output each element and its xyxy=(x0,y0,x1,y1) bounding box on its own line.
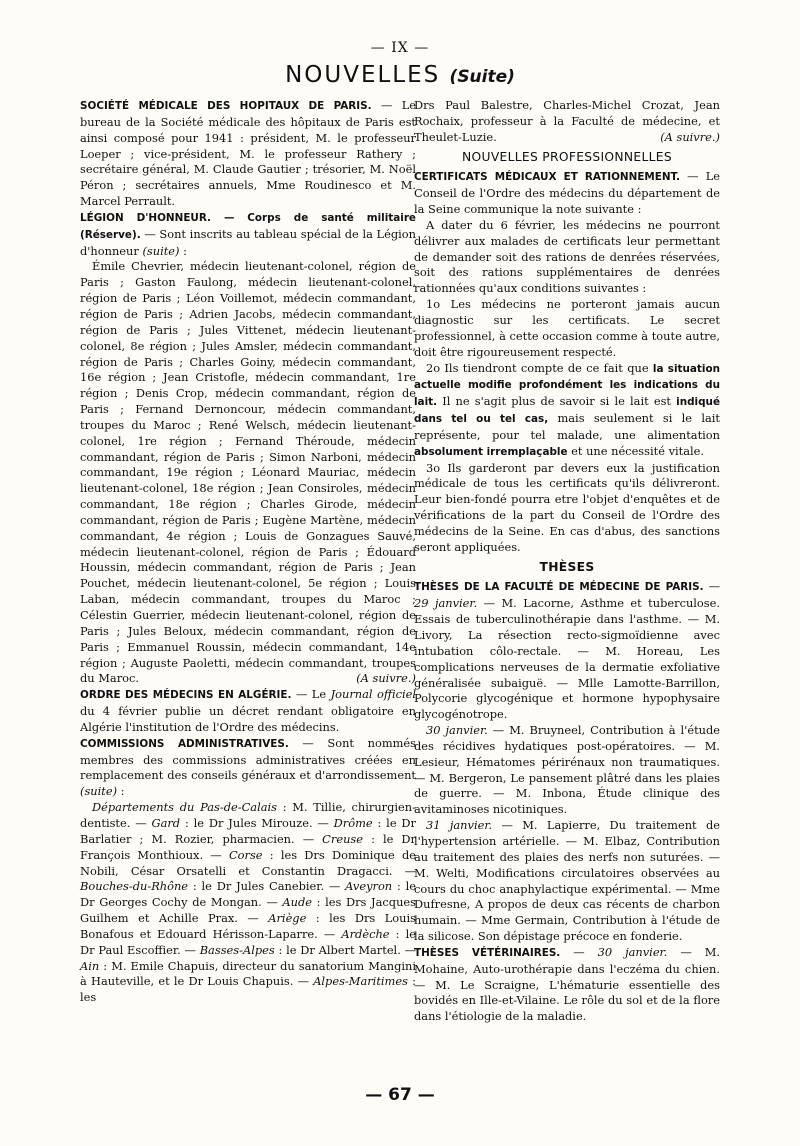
right-column xyxy=(414,98,720,1025)
title-suffix: (Suite) xyxy=(449,67,515,87)
page-title xyxy=(0,62,800,88)
legion-honneur-list: Émile Chevrier, médecin lieutenant-colonel, région de Paris ; Gaston Faulong, médecin lieutenant-colonel, région de Paris ; Léon Voillemot, médecin commandant, région de Paris ; Adrien Jacobs, médecin commandant, région de Paris ; Jules Vittenet, médecin lieutenant-colonel, 8e région ; Jules Amsler, médecin commandant, région de Paris ; Charles Goiny, médecin commandant, 16e région ; Jean Cristofle, médecin commandant, 1re région ; Denis Crop, médecin commandant, région de Paris ; Fernand Dernoncour, médecin commandant, troupes du Maroc ; René Welsch, médecin lieutenant-colonel, 1re région ; Fernand Théroude, médecin commandant, région de Paris ; Simon Narboni, médecin commandant, 19e région ; Léonard Mauriac, médecin lieutenant-colonel, 18e région ; Jean Consiroles, médecin commandant, 18e région ; Charles Girode, médecin commandant, région de Paris ; Eugène Martène, médecin commandant, 4e région ; Louis de Gonzagues Sauvé, médecin lieutenant-colonel, région de Paris ; Édouard Houssin, médecin commandant, région de Paris ; Jean Pouchet, médecin lieutenant-colonel, 5e région ; Louis Laban, médecin commandant, troupes du Maroc ; Célestin Guerrier, médecin lieutenant-colonel, région de Paris ; Jules Beloux, médecin commandant, région de Paris ; Emmanuel Roussin, médecin commandant, 14e région ; Auguste Paoletti, médecin commandant, troupes du Maroc. (A suivre.) xyxy=(80,259,416,686)
page-number: — 67 — xyxy=(365,1085,435,1105)
theses-veterinaires-heading: THÈSES VÉTÉRINAIRES. xyxy=(414,946,561,959)
certificats-note-1: A dater du 6 février, les médecins ne pourront délivrer aux malades de certificats leur permettant de demander soit des rations de denrées réservées, soit des rations supplémentaires de denrées rationnées qu'aux conditions suivantes : xyxy=(414,217,720,296)
commissions-heading: COMMISSIONS ADMINISTRATIVES. xyxy=(80,737,289,750)
societe-medicale-heading: SOCIÉTÉ MÉDICALE DES HOPITAUX DE PARIS. xyxy=(80,100,372,112)
roman-page-number: — IX — xyxy=(370,40,430,56)
certificats-note-3: 2o Ils tiendront compte de ce fait que la situation actuelle modifie profondément les indications du lait. Il ne s'agit plus de savoir si le lait est indiqué dans tel ou tel cas, mais seulement si le lait représente, pour tel malade, une alimentation absolument irremplaçable et une nécessité vitale. xyxy=(414,360,720,458)
continuation-paragraph: Drs Paul Balestre, Charles-Michel Crozat, Jean Rochaix, professeur à la Faculté de médecine, et Theulet-Luzie. (A suivre.) xyxy=(414,98,720,144)
legion-honneur-heading: LÉGION D'HONNEUR. — Corps de santé militaire (Réserve). xyxy=(80,211,416,241)
theses-faculte-paragraph: THÈSES DE LA FACULTÉ DE MÉDECINE DE PARIS. — 29 janvier. — M. Lacorne, Asthme et tuberculose. Essais de tuberculinothérapie dans l'asthme. — M. Livory, La résection recto-sigmoïdienne avec intubation côlo-rectale. — M. Horeau, Les complications nerveuses de la dermatie exfoliative généralisée subaiguë. — Mlle Lamotte-Barrillon, Polycorie glycogénique et hormone hypophysaire glycogénotrope. xyxy=(414,579,721,722)
theses-title: THÈSES xyxy=(539,559,595,574)
legion-honneur-paragraph: LÉGION D'HONNEUR. — Corps de santé militaire (Réserve). — Sont inscrits au tableau spécial de la Légion d'honneur (suite) : xyxy=(80,211,416,258)
societe-medicale-paragraph: SOCIÉTÉ MÉDICALE DES HOPITAUX DE PARIS. — Le bureau de la Société médicale des hôpitaux de Paris est ainsi composé pour 1941 : président, M. le professeur Loeper ; vice-président, M. le professeur Rathery ; secrétaire général, M. Claude Gautier ; trésorier, M. Noël Péron ; secrétaires annuels, Mme Roudinesco et M. Marcel Perrault. xyxy=(80,98,417,209)
theses-31-janvier: 31 janvier. — M. Lapierre, Du traitement de l'hypertension artérielle. — M. Elbaz, Contribution au traitement des plaies des nerfs non suturées. — M. Welti, Modifications circulatoires observées au cours du choc anaphylactique expérimental. — Mme Dufresne, A propos de deux cas récents de charbon humain. — Mme Germain, Contribution à l'étude de la silicose. Son dépistage précoce en fonderie. xyxy=(414,818,721,944)
theses-30-janvier: 30 janvier. — M. Bruyneel, Contribution à l'étude des récidives hydatiques post-opératoires. — M. Lesieur, Hématomes périrénaux non traumatiques. — M. Bergeron, Le pansement plâtré dans les plaies de guerre. — M. Inbona, Étude clinique des avitaminoses nicotiniques. xyxy=(414,723,721,817)
ordre-algerie-paragraph: ORDRE DES MÉDECINS EN ALGÉRIE. — Le Journal officiel du 4 février publie un décret rendant obligatoire en Algérie l'institution de l'Ordre des médecins. xyxy=(80,687,417,734)
certificats-note-2: 1o Les médecins ne porteront jamais aucun diagnostic sur les certificats. Le secret professionnel, à cette occasion comme à toute autre, doit être rigoureusement respecté. xyxy=(414,297,720,359)
theses-faculte-heading: THÈSES DE LA FACULTÉ DE MÉDECINE DE PARIS. xyxy=(414,581,704,594)
departements-list: Départements du Pas-de-Calais : M. Tillie, chirurgien-dentiste. — Gard : le Dr Jules Mirouze. — Drôme : le Dr Barlatier ; M. Rozier, pharmacien. — Creuse : le Dr François Monthioux. — Corse : les Drs Dominique de Nobili, César Orsatelli et Constantin Dragacci. — Bouches-du-Rhône : le Dr Jules Canebier. — Aveyron : le Dr Georges Cochy de Mongan. — Aude : les Drs Jacques Guilhem et Achille Prax. — Ariège : les Drs Louis Bonafous et Edouard Hérisson-Laparre. — Ardèche : le Dr Paul Escoffier. — Basses-Alpes : le Dr Albert Martel. — Ain : M. Emile Chapuis, directeur du sanatorium Mangini à Hauteville, et le Dr Louis Chapuis. — Alpes-Maritimes : les xyxy=(80,800,417,1005)
theses-veterinaires-paragraph: THÈSES VÉTÉRINAIRES. — 30 janvier. — M. Mohaine, Auto-urothérapie dans l'eczéma du chien. — M. Le Scraigne, L'hématurie essentielle des bovidés en Ille-et-Vilaine. Le rôle du sol et de la flore dans l'étiologie de la maladie. xyxy=(414,944,721,1024)
certificats-paragraph: CERTIFICATS MÉDICAUX ET RATIONNEMENT. — Le Conseil de l'Ordre des médecins du département de la Seine communique la note suivante : xyxy=(414,169,720,217)
left-column xyxy=(80,98,416,1006)
nouvelles-professionnelles-title: NOUVELLES PROFESSIONNELLES xyxy=(462,149,672,164)
title-main: NOUVELLES xyxy=(285,62,441,88)
certificats-heading: CERTIFICATS MÉDICAUX ET RATIONNEMENT. xyxy=(414,171,681,184)
commissions-paragraph: COMMISSIONS ADMINISTRATIVES. — Sont nommés membres des commissions administratives créées en remplacement des conseils généraux et d'arrondissement (suite) : xyxy=(80,735,417,799)
ordre-algerie-heading: ORDRE DES MÉDECINS EN ALGÉRIE. xyxy=(80,689,292,702)
certificats-note-4: 3o Ils garderont par devers eux la justification médicale de tous les certificats qu'ils délivreront. Leur bien-fondé pourra etre l'objet d'enquêtes et de vérifications de la part du Conseil de l'Ordre des médecins de la Seine. En cas d'abus, des sanctions seront appliquées. xyxy=(414,460,720,554)
